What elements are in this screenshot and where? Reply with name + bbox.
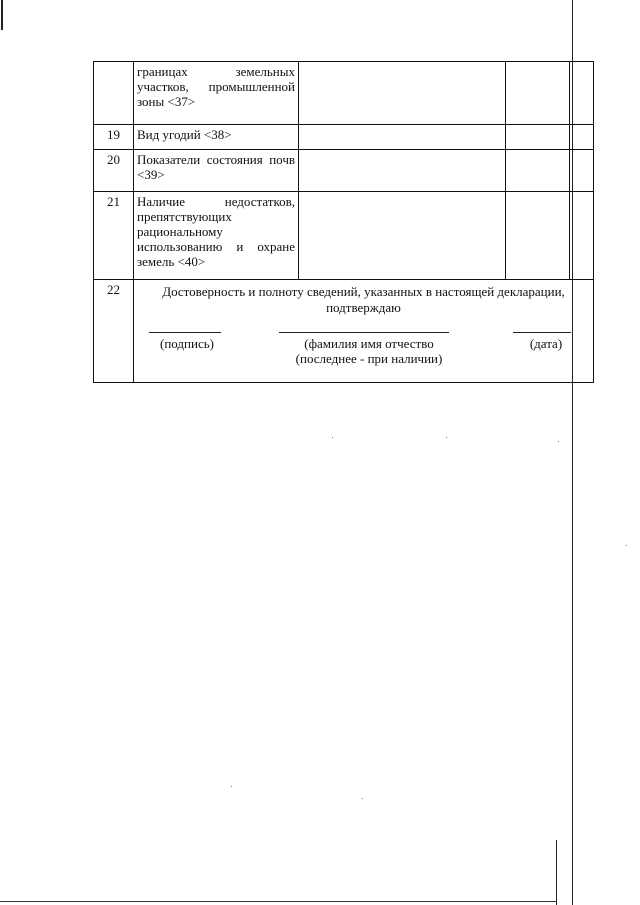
signature-area [137, 324, 590, 380]
value-cell [506, 192, 570, 280]
value-cell [506, 125, 570, 150]
name-label [269, 336, 469, 366]
row-label-text: Вид угодий <38> [137, 127, 232, 142]
value-cell [299, 192, 506, 280]
row-number: 22 [94, 280, 134, 383]
value-cell [299, 150, 506, 192]
row-label [134, 150, 299, 192]
row-label [134, 62, 299, 125]
row-label [134, 192, 299, 280]
date-label: (дата) [529, 336, 563, 351]
row-number [94, 62, 134, 125]
table-row [94, 150, 594, 192]
table-row [94, 192, 594, 280]
scan-edge-line [556, 840, 557, 905]
scan-speck [626, 545, 627, 546]
row-number: 21 [94, 192, 134, 280]
value-cell [570, 192, 594, 280]
value-cell [299, 125, 506, 150]
row-label [134, 125, 299, 150]
value-cell [570, 125, 594, 150]
value-cell [506, 150, 570, 192]
row-label-text: Наличие недостатков, препятствующих рациональному использованию и охране земель <40> [137, 194, 295, 269]
table-row [94, 62, 594, 125]
date-line [513, 332, 571, 333]
scan-edge-line [1, 0, 3, 30]
scan-edge-line [0, 901, 556, 902]
table-row [94, 280, 594, 383]
row-label-text: границах земельных участков, промышленной зоны <37> [137, 64, 295, 109]
name-line [279, 332, 449, 333]
confirmation-cell [134, 280, 594, 383]
name-label-line1: (фамилия имя отчество [304, 336, 434, 351]
row-number: 20 [94, 150, 134, 192]
scan-speck [332, 437, 333, 438]
value-cell [570, 150, 594, 192]
name-label-line2: (последнее - при наличии) [295, 351, 443, 366]
signature-line [149, 332, 221, 333]
scan-speck [362, 798, 363, 799]
value-cell [570, 62, 594, 125]
signature-label: (подпись) [160, 336, 214, 351]
table-row [94, 125, 594, 150]
value-cell [299, 62, 506, 125]
scan-speck [558, 441, 559, 442]
declaration-table [93, 61, 594, 383]
row-label-text: Показатели состояния почв <39> [137, 152, 295, 182]
row-number: 19 [94, 125, 134, 150]
scan-speck [446, 437, 447, 438]
confirmation-text: Достоверность и полноту сведений, указанных в настоящей декларации, подтверждаю [162, 284, 565, 315]
scan-speck [231, 786, 232, 787]
value-cell [506, 62, 570, 125]
